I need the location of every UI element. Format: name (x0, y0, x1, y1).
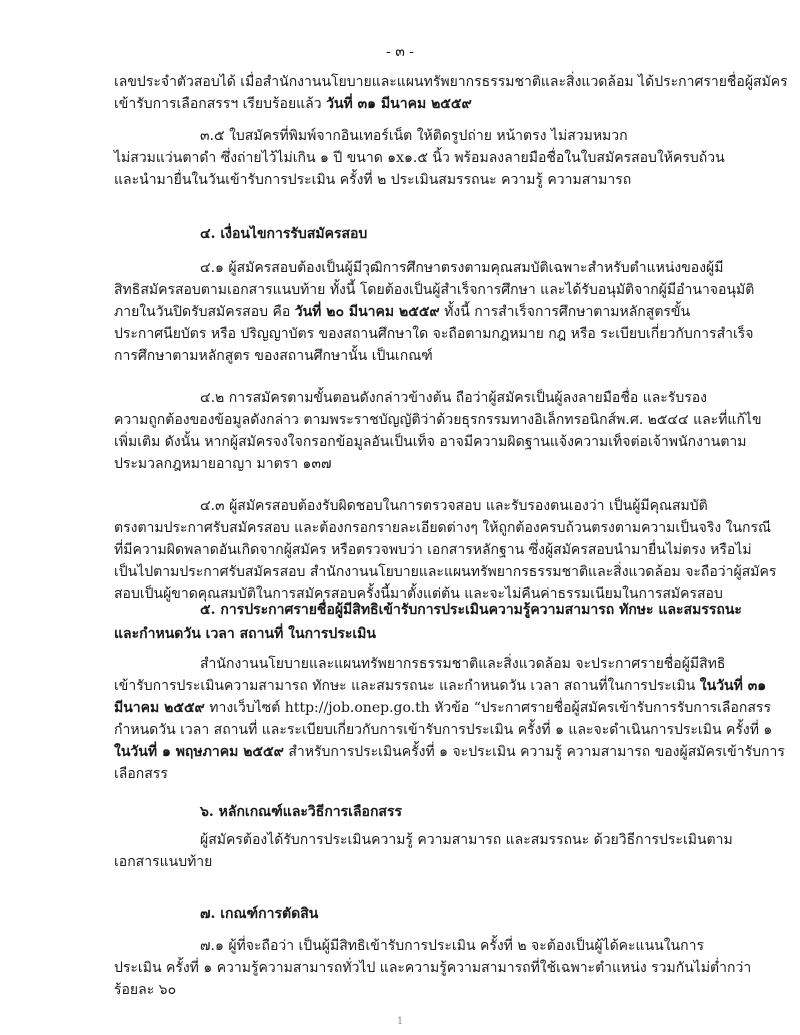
text-line: สอบเป็นผู้ขาดคุณสมบัติในการสมัครสอบครั้งนี้มาตั้งแต่ต้น และจะไม่คืนค่าธรรมเนียมในการสมัครสอบ (114, 586, 723, 602)
section-5-heading: ๕. การประกาศรายชื่อผู้มีสิทธิเข้ารับการประเมินความรู้ความสามารถ ทักษะ และสมรรถนะ (200, 602, 742, 618)
text-line: เลขประจำตัวสอบได้ เมื่อสำนักงานนโยบายและแผนทรัพยากรธรรมชาติและสิ่งแวดล้อม ได้ประกาศรายชื่อผู้สมัคร (114, 74, 788, 90)
paragraph-7-1 (114, 936, 752, 1002)
text-line: ๔.๓ ผู้สมัครสอบต้องรับผิดชอบในการตรวจสอบ และรับรองตนเองว่า เป็นผู้มีคุณสมบัติ (200, 498, 708, 514)
text-line: และนำมายื่นในวันเข้ารับการประเมิน ครั้งที่ ๒ ประเมินสมรรถนะ ความรู้ ความสามารถ (114, 172, 632, 188)
date-emphasis: วันที่ ๓๑ มีนาคม ๒๕๕๙ (326, 96, 472, 112)
text-line: ๔.๒ การสมัครตามขั้นตอนดังกล่าวข้างต้น ถือว่าผู้สมัครเป็นผู้ลงลายมือชื่อ และรับรอง (200, 390, 707, 406)
date-emphasis: ในวันที่ ๓๑ (699, 678, 767, 694)
paragraph-5 (114, 654, 785, 786)
text-line: เลือกสรร (114, 766, 168, 782)
footer-mark: 1 (396, 1016, 404, 1027)
text-line: เอกสารแนบท้าย (114, 854, 213, 870)
text-line: ไม่สวมแว่นตาดำ ซึ่งถ่ายไว้ไม่เกิน ๑ ปี ขนาด ๑x๑.๕ นิ้ว พร้อมลงลายมือชื่อในใบสมัครสอบให้ครบถ้วน (114, 150, 725, 166)
page-number: - ๓ - (386, 44, 414, 60)
date-emphasis: ในวันที่ ๑ พฤษภาคม ๒๕๕๙ (114, 744, 284, 760)
text-line: ประเมิน ครั้งที่ ๑ ความรู้ความสามารถทั่วไป และความรู้ความสามารถที่ใช้เฉพาะตำแหน่ง รวมกันไม่ต่ำกว่า (114, 960, 752, 976)
text-line: ผู้สมัครต้องได้รับการประเมินความรู้ ความสามารถ และสมรรถนะ ด้วยวิธีการประเมินตาม (200, 832, 733, 848)
text-line: มีนาคม ๒๕๕๙ ทางเว็บไซต์ http://job.onep.go.th หัวข้อ “ประกาศรายชื่อผู้สมัครเข้ารับการรับการเลือกสรร (114, 700, 771, 716)
text-line: ความถูกต้องของข้อมูลดังกล่าว ตามพระราชบัญญัติว่าด้วยธุรกรรมทางอิเล็กทรอนิกส์พ.ศ. ๒๕๔๔ และที่แก้ไข (114, 412, 762, 428)
text-line: การศึกษาตามหลักสูตร ของสถานศึกษานั้น เป็นเกณฑ์ (114, 348, 433, 364)
paragraph-6 (114, 830, 733, 874)
paragraph-3-5 (114, 126, 725, 192)
section-5-heading-cont: และกำหนดวัน เวลา สถานที่ ในการประเมิน (114, 626, 376, 642)
text-line: ๓.๕ ใบสมัครที่พิมพ์จากอินเทอร์เน็ต ให้ติดรูปถ่าย หน้าตรง ไม่สวมหมวก (200, 128, 628, 144)
text-line: ร้อยละ ๖๐ (114, 982, 177, 998)
text-line: ตรงตามประกาศรับสมัครสอบ และต้องกรอกรายละเอียดต่างๆ ให้ถูกต้องครบถ้วนตรงตามความเป็นจริง ในกรณี (114, 520, 772, 536)
text-line: ๔.๑ ผู้สมัครสอบต้องเป็นผู้มีวุฒิการศึกษาตรงตามคุณสมบัติเฉพาะสำหรับตำแหน่งของผู้มี (200, 260, 724, 276)
text-line: เข้ารับการประเมินความสามารถ ทักษะ และสมรรถนะ และกำหนดวัน เวลา สถานที่ในการประเมิน ในวันที่ ๓๑ (114, 678, 767, 694)
text-line: ประกาศนียบัตร หรือ ปริญญาบัตร ของสถานศึกษาใด จะถือตามกฎหมาย กฎ หรือ ระเบียบเกี่ยวกับการสำเร็จ (114, 326, 754, 342)
paragraph-4-2 (114, 388, 762, 476)
text-line: เพิ่มเติม ดังนั้น หากผู้สมัครจงใจกรอกข้อมูลอันเป็นเท็จ อาจมีความผิดฐานแจ้งความเท็จต่อเจ้าพนักงานตาม (114, 434, 747, 450)
top-paragraph (114, 72, 788, 116)
text-line: ที่มีความผิดพลาดอันเกิดจากผู้สมัคร หรือตรวจพบว่า เอกสารหลักฐาน ซึ่งผู้สมัครสอบนำมายื่นไม่ตรง หรือไม่ (114, 542, 752, 558)
text-line: ในวันที่ ๑ พฤษภาคม ๒๕๕๙ สำหรับการประเมินครั้งที่ ๑ จะประเมิน ความรู้ ความสามารถ ของผู้สมัครเข้ารับการ (114, 744, 785, 760)
paragraph-4-1 (114, 258, 755, 368)
text-line: ประมวลกฎหมายอาญา มาตรา ๑๓๗ (114, 456, 332, 472)
text-line: สำนักงานนโยบายและแผนทรัพยากรธรรมชาติและสิ่งแวดล้อม จะประกาศรายชื่อผู้มีสิทธิ (200, 656, 726, 672)
section-6-heading: ๖. หลักเกณฑ์และวิธีการเลือกสรร (200, 804, 403, 820)
text-line: กำหนดวัน เวลา สถานที่ และระเบียบเกี่ยวกับการเข้ารับการประเมิน ครั้งที่ ๑ และจะดำเนินการประเมิน ครั้งที่ ๑ (114, 722, 773, 738)
text-line: ๗.๑ ผู้ที่จะถือว่า เป็นผู้มีสิทธิเข้ารับการประเมิน ครั้งที่ ๒ จะต้องเป็นผู้ได้คะแนนในการ (200, 938, 704, 954)
date-emphasis: มีนาคม ๒๕๕๙ (114, 700, 205, 716)
paragraph-4-3 (114, 496, 777, 606)
text-line: ภายในวันปิดรับสมัครสอบ คือ วันที่ ๒๐ มีนาคม ๒๕๕๙ ทั้งนี้ การสำเร็จการศึกษาตามหลักสูตรขั้น (114, 304, 691, 320)
section-7-heading: ๗. เกณฑ์การตัดสิน (200, 906, 319, 922)
section-4-heading: ๔. เงื่อนไขการรับสมัครสอบ (200, 226, 368, 242)
text-line: เข้ารับการเลือกสรรฯ เรียบร้อยแล้ว วันที่ ๓๑ มีนาคม ๒๕๕๙ (114, 96, 472, 112)
text-line: สิทธิสมัครสอบตามเอกสารแนบท้าย ทั้งนี้ โดยต้องเป็นผู้สำเร็จการศึกษา และได้รับอนุมัติจากผู้มีอำนาจอนุมัติ (114, 282, 755, 298)
text-line: เป็นไปตามประกาศรับสมัครสอบ สำนักงานนโยบายและแผนทรัพยากรธรรมชาติและสิ่งแวดล้อม จะถือว่าผู้สมัคร (114, 564, 777, 580)
date-emphasis: วันที่ ๒๐ มีนาคม ๒๕๕๙ (294, 304, 440, 320)
